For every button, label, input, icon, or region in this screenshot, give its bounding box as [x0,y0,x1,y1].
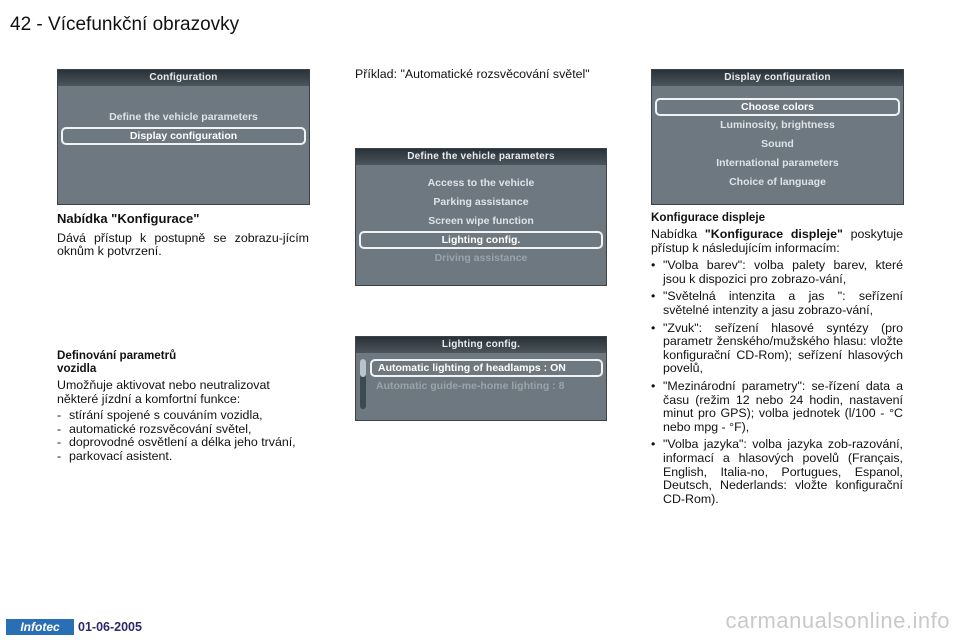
intro-prefix: Nabídka [651,227,705,241]
menu-item-lighting-config: Lighting config. [359,231,603,249]
screen-title: Configuration [58,70,309,86]
vehicle-functions-list [57,409,309,463]
list-item: • "Volba jazyka": volba jazyka zob-razování, informací a hlasových povelů (Français, English, Italia-no, Portugues, Espanol, Deutsch, Nederlands: vložte konfigurační CD-Rom). [651,438,903,506]
menu-item-choose-colors: Choose colors [655,98,900,116]
menu-item-automatic-headlamps: Automatic lighting of headlamps : ON [370,359,603,377]
list-item: - doprovodné osvětlení a délka jeho trvání, [57,436,309,450]
menu-item-screen-wipe-function: Screen wipe function [428,215,534,227]
menu-item-parking-assistance: Parking assistance [433,196,529,208]
footer-date: 01-06-2005 [78,620,142,634]
menu-item-define-vehicle-parameters: Define the vehicle parameters [109,111,258,123]
list-item: - parkovací asistent. [57,450,309,464]
screen-display-configuration [651,69,904,205]
screen-title: Lighting config. [356,337,606,353]
heading-line: vozidla [57,362,97,375]
page-header: 42 - Vícefunkční obrazovky [10,14,240,35]
intro-bold: "Konfigurace displeje" [704,227,843,241]
list-item: • "Zvuk": seřízení hlasové syntézy (pro parametr ženského/mužského hlasu: vložte konfigurační CD-Rom); seřízení hlasových povelů, [651,322,903,376]
menu-item-luminosity: Luminosity, brightness [720,119,835,131]
screen-define-vehicle-parameters [355,148,607,286]
column-right [651,211,903,506]
menu-item-access-to-vehicle: Access to the vehicle [427,177,535,189]
list-item: • "Světelná intenzita a jas ": seřízení světelné intenzity a jasu zobrazo-vání, [651,290,903,317]
intro-suffix: poskytuje přístup k následujícím informacím: [651,227,903,255]
heading-line: Definování parametrů [57,349,177,362]
section-heading-configuration-menu: Nabídka "Konfigurace" [57,211,200,226]
menu-item-choice-of-language: Choice of language [729,176,826,188]
list-item: - automatické rozsvěcování světel, [57,423,309,437]
menu-item-international-parameters: International parameters [716,157,839,169]
screen-lighting-config [355,336,607,421]
watermark: carmanualsonline.info [725,608,950,633]
menu-item-driving-assistance: Driving assistance [434,252,528,264]
paragraph-vehicle-parameters: Umožňuje aktivovat nebo neutralizovat některé jízdní a komfortní funkce: [57,378,270,406]
paragraph-configuration-menu: Dává přístup k postupně se zobrazu-jícím oknům k potvrzení. [57,230,309,259]
scrollbar-thumb [360,359,366,377]
paragraph-display-configuration [651,228,903,255]
list-item: • "Mezinárodní parametry": se-řízení data a času (režim 12 nebo 24 hodin, nastavení minut pro GPS); volba jednotek (l/100 - °C nebo mpg - °F), [651,380,903,434]
list-item: • "Volba barev": volba palety barev, které jsou k dispozici pro zobrazo-vání, [651,259,903,286]
screen-title: Display configuration [652,70,903,86]
menu-item-display-configuration: Display configuration [61,127,306,145]
menu-item-guide-me-home: Automatic guide-me-home lighting : 8 [376,380,565,392]
menu-item-sound: Sound [761,138,794,150]
infotec-logo: Infotec [6,619,74,635]
example-caption: Příklad: "Automatické rozsvěcování světel" [355,67,590,81]
list-item: - stírání spojené s couváním vozidla, [57,409,309,423]
section-heading-vehicle-parameters [57,349,309,375]
column-left [57,212,309,259]
column-left-lower [57,349,309,464]
screen-configuration [57,69,310,205]
section-heading-display-configuration: Konfigurace displeje [651,211,766,224]
display-options-list [651,259,903,506]
screen-title: Define the vehicle parameters [356,149,606,165]
